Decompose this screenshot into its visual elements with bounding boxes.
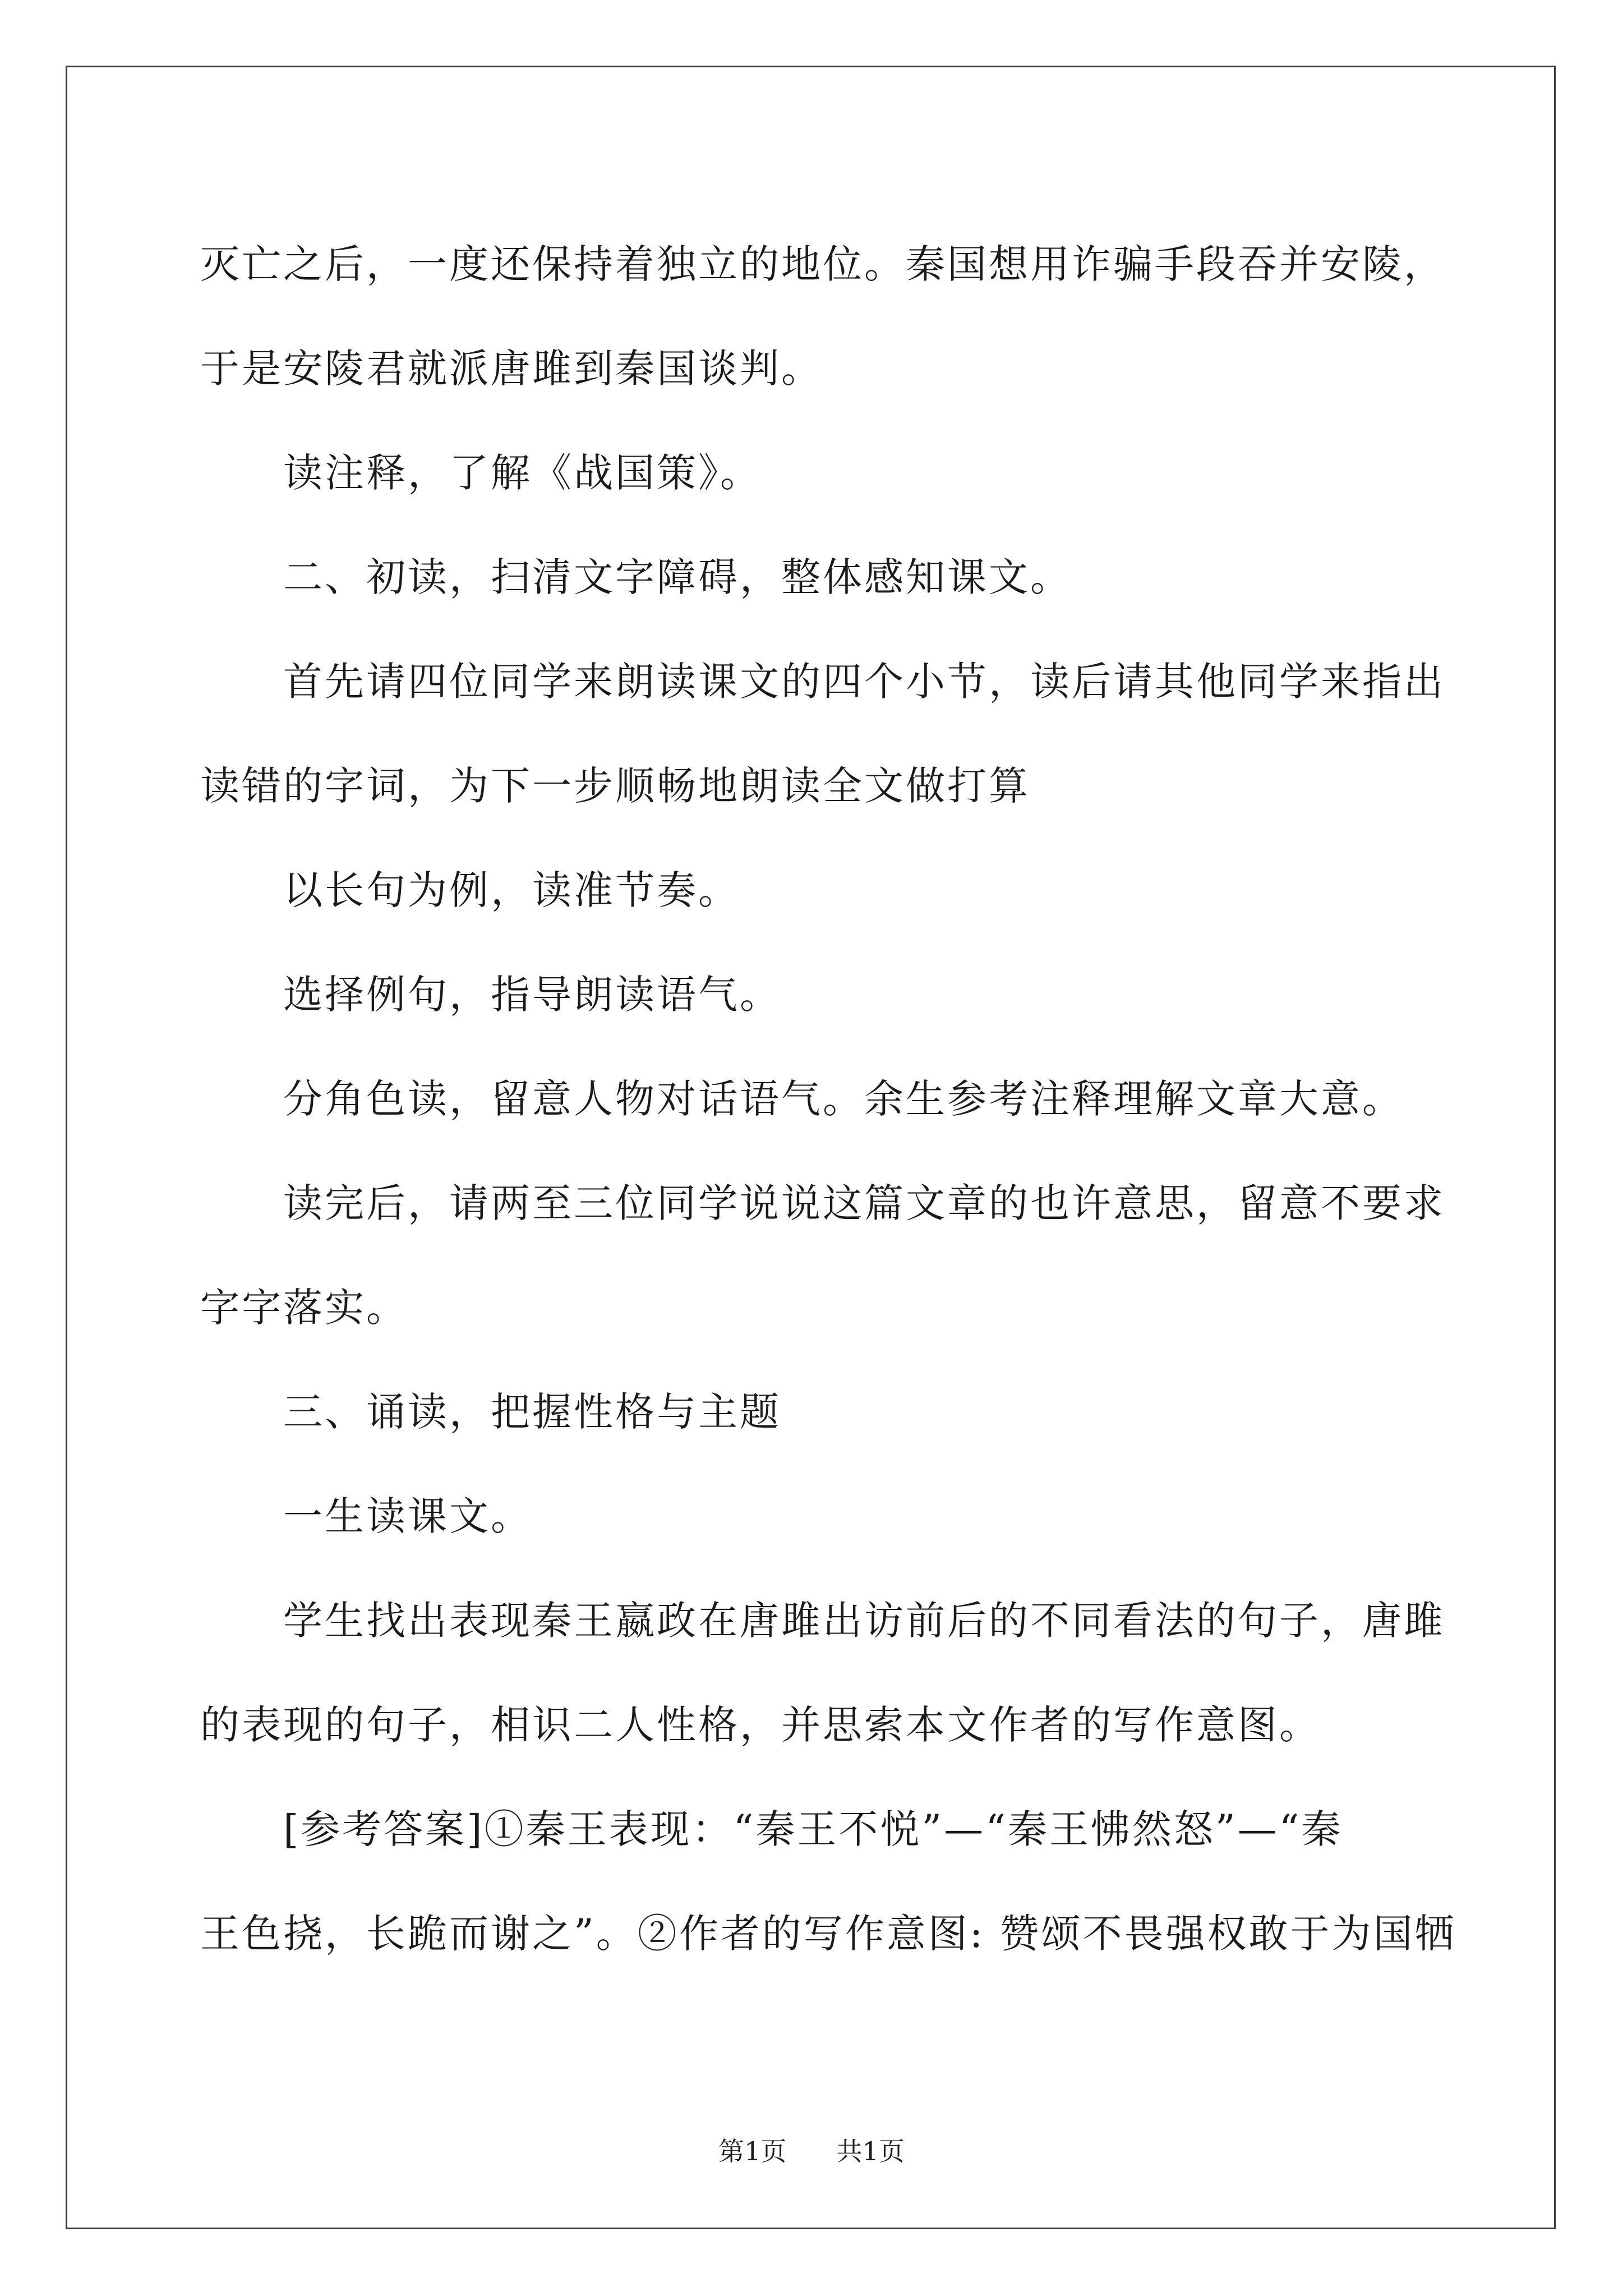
- paragraph-1: [200, 212, 1445, 421]
- line: 选择例句，指导朗读语气。: [283, 972, 781, 1018]
- page-footer: [0, 2134, 1623, 2168]
- line: [参考答案]①秦王表现：“秦王不悦”—“秦王怫然怒”—“秦: [283, 1806, 1343, 1852]
- paragraph-4: [200, 629, 1445, 838]
- line: 以长句为例，读准节奏。: [283, 867, 740, 913]
- line: 分角色读，留意人物对话语气。余生参考注释理解文章大意。: [283, 1076, 1404, 1122]
- line: 字字落实。: [200, 1285, 408, 1331]
- line: 王色挠，长跪而谢之”。②作者的写作意图: 赞颂不畏强权敢于为国牺: [200, 1911, 1456, 1957]
- line: 的表现的句子，相识二人性格，并思索本文作者的写作意图。: [200, 1702, 1321, 1748]
- line: 读注释，了解《战国策》。: [283, 450, 762, 496]
- paragraph-5: [200, 838, 1434, 942]
- line: 读错的字词，为下一步顺畅地朗读全文做打算: [200, 763, 1030, 809]
- line: 一生读课文。: [283, 1493, 532, 1539]
- paragraph-12: [200, 1777, 1456, 1986]
- paragraph-3: [200, 525, 1434, 629]
- paragraph-8: [200, 1151, 1445, 1360]
- line: 学生找出表现秦王嬴政在唐雎出访前后的不同看法的句子，唐雎: [283, 1598, 1445, 1644]
- line: 读完后，请两至三位同学说说这篇文章的也许意思，留意不要求: [283, 1180, 1445, 1226]
- line: 首先请四位同学来朗读课文的四个小节，读后请其他同学来指出: [283, 659, 1445, 705]
- page-total: 共1页: [836, 2136, 905, 2166]
- line: 于是安陵君就派唐雎到秦国谈判。: [200, 346, 823, 392]
- paragraph-2: [200, 421, 1434, 525]
- line: 三、诵读，把握性格与主题: [283, 1389, 781, 1435]
- paragraph-7: [200, 1047, 1434, 1151]
- page-number: 第1页: [718, 2136, 787, 2166]
- document-body: [200, 212, 1456, 1986]
- paragraph-6: [200, 942, 1434, 1047]
- paragraph-11: [200, 1568, 1445, 1777]
- line: 二、初读，扫清文字障碍，整体感知课文。: [283, 554, 1072, 600]
- line: 灭亡之后，一度还保持着独立的地位。秦国想用诈骗手段吞并安陵，: [200, 241, 1445, 287]
- paragraph-9: [200, 1360, 1434, 1464]
- paragraph-10: [200, 1464, 1434, 1568]
